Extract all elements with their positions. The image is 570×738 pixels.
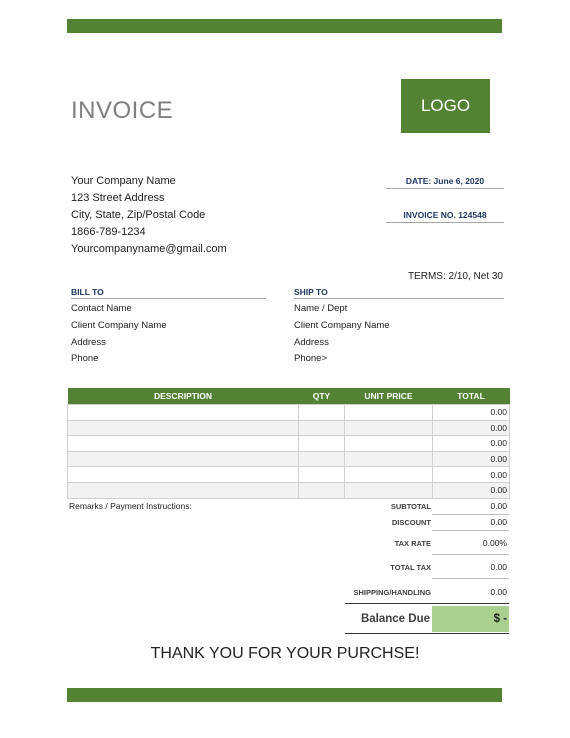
ship-to-address: Address	[294, 337, 329, 348]
cell-total: 0.00	[433, 405, 510, 421]
bottom-accent-bar	[67, 688, 502, 702]
cell-total: 0.00	[433, 436, 510, 452]
balance-top-rule	[345, 603, 509, 604]
col-header-unit-price: UNIT PRICE	[345, 388, 433, 405]
logo	[401, 79, 490, 133]
subtotal-underline	[432, 514, 509, 515]
balance-due-label: Balance Due	[360, 613, 430, 625]
discount-label: DISCOUNT	[391, 518, 431, 527]
cell-total: 0.00	[433, 482, 510, 498]
payment-terms: TERMS: 2/10, Net 30	[407, 271, 503, 282]
cell-unit-price[interactable]	[345, 436, 433, 452]
balance-due-value: $ -	[432, 606, 509, 632]
cell-unit-price[interactable]	[345, 405, 433, 421]
cell-qty[interactable]	[299, 451, 345, 467]
tax-rate-value[interactable]: 0.00%	[482, 538, 507, 548]
cell-unit-price[interactable]	[345, 420, 433, 436]
company-phone: 1866-789-1234	[71, 226, 146, 238]
table-row	[68, 451, 510, 467]
invoice-title: INVOICE	[71, 97, 174, 124]
cell-unit-price[interactable]	[345, 451, 433, 467]
cell-description[interactable]	[68, 482, 299, 498]
cell-qty[interactable]	[299, 420, 345, 436]
subtotal-value: 0.00	[490, 501, 507, 511]
cell-unit-price[interactable]	[345, 482, 433, 498]
table-row	[68, 420, 510, 436]
cell-total: 0.00	[433, 451, 510, 467]
shipping-label: SHIPPING/HANDLING	[353, 588, 431, 597]
company-name: Your Company Name	[71, 175, 176, 187]
cell-total: 0.00	[433, 420, 510, 436]
cell-qty[interactable]	[299, 482, 345, 498]
total-tax-underline	[432, 578, 509, 579]
bill-to-phone: Phone	[71, 353, 99, 364]
discount-underline	[432, 530, 509, 531]
bill-to-heading: BILL TO	[71, 287, 104, 297]
table-header-row	[68, 388, 510, 405]
cell-qty[interactable]	[299, 467, 345, 483]
balance-bottom-rule	[345, 633, 509, 634]
col-header-total: TOTAL	[433, 388, 510, 405]
invoice-number-underline	[386, 222, 504, 223]
cell-qty[interactable]	[299, 436, 345, 452]
bill-to-underline	[71, 298, 266, 299]
table-row	[68, 482, 510, 498]
remarks-label: Remarks / Payment Instructions:	[69, 501, 192, 511]
top-accent-bar	[67, 19, 502, 33]
total-tax-label: TOTAL TAX	[390, 563, 431, 572]
company-email: Yourcompanyname@gmail.com	[71, 243, 227, 255]
table-row	[68, 405, 510, 421]
cell-unit-price[interactable]	[345, 467, 433, 483]
total-tax-value: 0.00	[490, 562, 507, 572]
bill-to-company: Client Company Name	[71, 320, 167, 331]
table-row	[68, 436, 510, 452]
bill-to-contact: Contact Name	[71, 303, 132, 314]
subtotal-label: SUBTOTAL	[390, 502, 431, 511]
tax-rate-label: TAX RATE	[394, 539, 431, 548]
ship-to-phone: Phone>	[294, 353, 328, 364]
logo-text: LOGO	[420, 96, 471, 115]
table-row	[68, 467, 510, 483]
cell-qty[interactable]	[299, 405, 345, 421]
discount-value[interactable]: 0.00	[490, 517, 507, 527]
invoice-number: INVOICE NO. 124548	[403, 210, 487, 220]
date-underline	[386, 188, 504, 189]
thank-you-message: THANK YOU FOR YOUR PURCHSE!	[150, 645, 420, 662]
ship-to-contact: Name / Dept	[294, 303, 348, 314]
tax-rate-underline	[432, 554, 509, 555]
ship-to-company: Client Company Name	[294, 320, 390, 331]
cell-description[interactable]	[68, 451, 299, 467]
line-items-table	[67, 388, 510, 499]
bill-to-address: Address	[71, 337, 106, 348]
cell-total: 0.00	[433, 467, 510, 483]
ship-to-heading: SHIP TO	[294, 287, 328, 297]
invoice-date: DATE: June 6, 2020	[405, 176, 485, 186]
ship-to-underline	[294, 298, 504, 299]
shipping-value[interactable]: 0.00	[490, 587, 507, 597]
cell-description[interactable]	[68, 420, 299, 436]
company-city: City, State, Zip/Postal Code	[71, 209, 206, 221]
col-header-qty: QTY	[299, 388, 345, 405]
cell-description[interactable]	[68, 467, 299, 483]
cell-description[interactable]	[68, 405, 299, 421]
company-street: 123 Street Address	[71, 192, 165, 204]
cell-description[interactable]	[68, 436, 299, 452]
col-header-description: DESCRIPTION	[68, 388, 299, 405]
